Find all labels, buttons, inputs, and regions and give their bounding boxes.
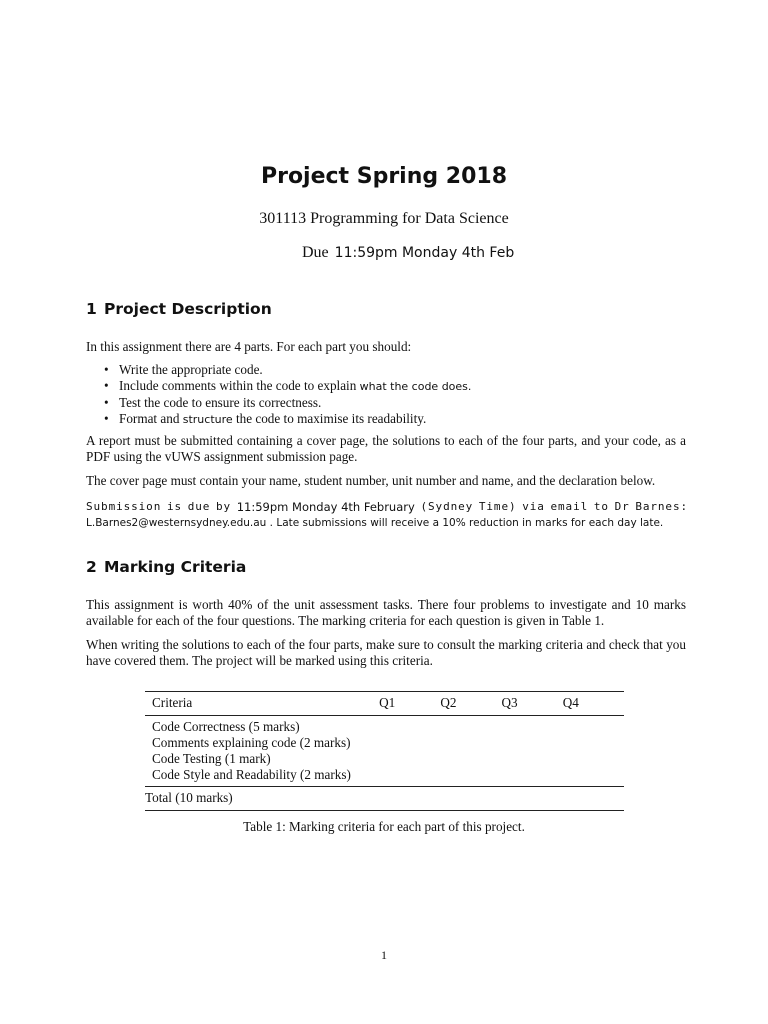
submission-line-2: L.Barnes2@westernsydney.edu.au . Late submissions will receive a 10% reduction in marks for each day late. — [86, 517, 664, 529]
column-header: Q1 — [379, 695, 396, 710]
word: Submission — [86, 500, 162, 513]
criteria-item: Comments explaining code (2 marks) — [152, 735, 351, 750]
section-1-heading — [86, 300, 272, 318]
word: (Sydney — [420, 500, 474, 513]
list-item — [104, 411, 471, 428]
score-cell — [379, 787, 440, 811]
section-1-number: 1 — [86, 300, 97, 318]
cover-page-paragraph: The cover page must contain your name, student number, unit number and name, and the declaration below. — [86, 473, 656, 488]
score-cell — [502, 716, 563, 787]
section-2-number: 2 — [86, 558, 97, 576]
section-2-title: Marking Criteria — [104, 558, 247, 576]
list-item — [104, 362, 471, 378]
marking-paragraph-2: When writing the solutions to each of the four parts, make sure to consult the marking criteria and check that you have covered them. The project will be marked using this criteria. — [86, 637, 686, 668]
submission-datetime: 11:59pm Monday 4th February — [236, 500, 415, 514]
task-list — [104, 362, 471, 428]
table-row — [145, 716, 624, 787]
word: email — [550, 500, 589, 513]
list-item — [104, 395, 471, 411]
criteria-item: Code Correctness (5 marks) — [152, 719, 300, 734]
word: Dr — [614, 500, 630, 513]
list-item-text: Write the appropriate code. — [119, 362, 263, 377]
list-item-text: Format and — [119, 411, 183, 426]
total-label: Total (10 marks) — [145, 790, 233, 805]
word: to — [593, 500, 609, 513]
total-row — [145, 787, 624, 811]
criteria-list-cell — [145, 716, 379, 787]
word: via — [522, 500, 545, 513]
column-header: Q2 — [440, 695, 457, 710]
unit-subtitle: 301113 Programming for Data Science — [259, 210, 509, 227]
word: is — [166, 500, 182, 513]
score-cell — [440, 716, 501, 787]
due-label: Due — [302, 244, 329, 261]
score-cell — [502, 787, 563, 811]
due-line — [302, 244, 514, 262]
due-date: 11:59pm Monday 4th Feb — [334, 245, 515, 261]
word: Barnes: — [635, 500, 688, 513]
criteria-item: Code Style and Readability (2 marks) — [152, 767, 351, 782]
word: by — [215, 500, 232, 513]
table-caption: Table 1: Marking criteria for each part of this project. — [243, 819, 525, 834]
list-item — [104, 378, 471, 395]
score-cell — [440, 787, 501, 811]
score-cell — [379, 716, 440, 787]
submission-line-1 — [86, 499, 688, 515]
word: Time) — [478, 500, 517, 513]
report-paragraph: A report must be submitted containing a cover page, the solutions to each of the four parts, and your code, as a PDF using the vUWS assignment submission page. — [86, 433, 686, 464]
criteria-item: Code Testing (1 mark) — [152, 751, 271, 766]
score-cell — [563, 787, 624, 811]
word: due — [187, 500, 211, 513]
list-item-text-tail: the code to maximise its readability. — [232, 411, 427, 426]
list-item-text: Include comments within the code to explain — [119, 378, 360, 393]
submission-notice — [86, 499, 688, 531]
section-2-heading — [86, 558, 246, 576]
marking-criteria-table — [145, 691, 624, 811]
list-item-text: Test the code to ensure its correctness. — [119, 395, 322, 410]
score-cell — [563, 716, 624, 787]
column-header: Q4 — [562, 695, 579, 710]
column-header: Criteria — [152, 695, 193, 710]
section-1-title: Project Description — [104, 300, 272, 318]
list-item-emphasis: structure — [182, 413, 233, 426]
table-header-row — [145, 692, 624, 716]
page-number: 1 — [381, 948, 387, 962]
column-header: Q3 — [501, 695, 518, 710]
document-title: Project Spring 2018 — [260, 164, 508, 189]
marking-paragraph-1: This assignment is worth 40% of the unit assessment tasks. There four problems to investigate and 10 marks available for each of the four questions. The marking criteria for each question is given in Table 1. — [86, 597, 686, 628]
list-item-emphasis: what the code does. — [359, 380, 472, 393]
intro-paragraph: In this assignment there are 4 parts. For each part you should: — [86, 339, 412, 354]
